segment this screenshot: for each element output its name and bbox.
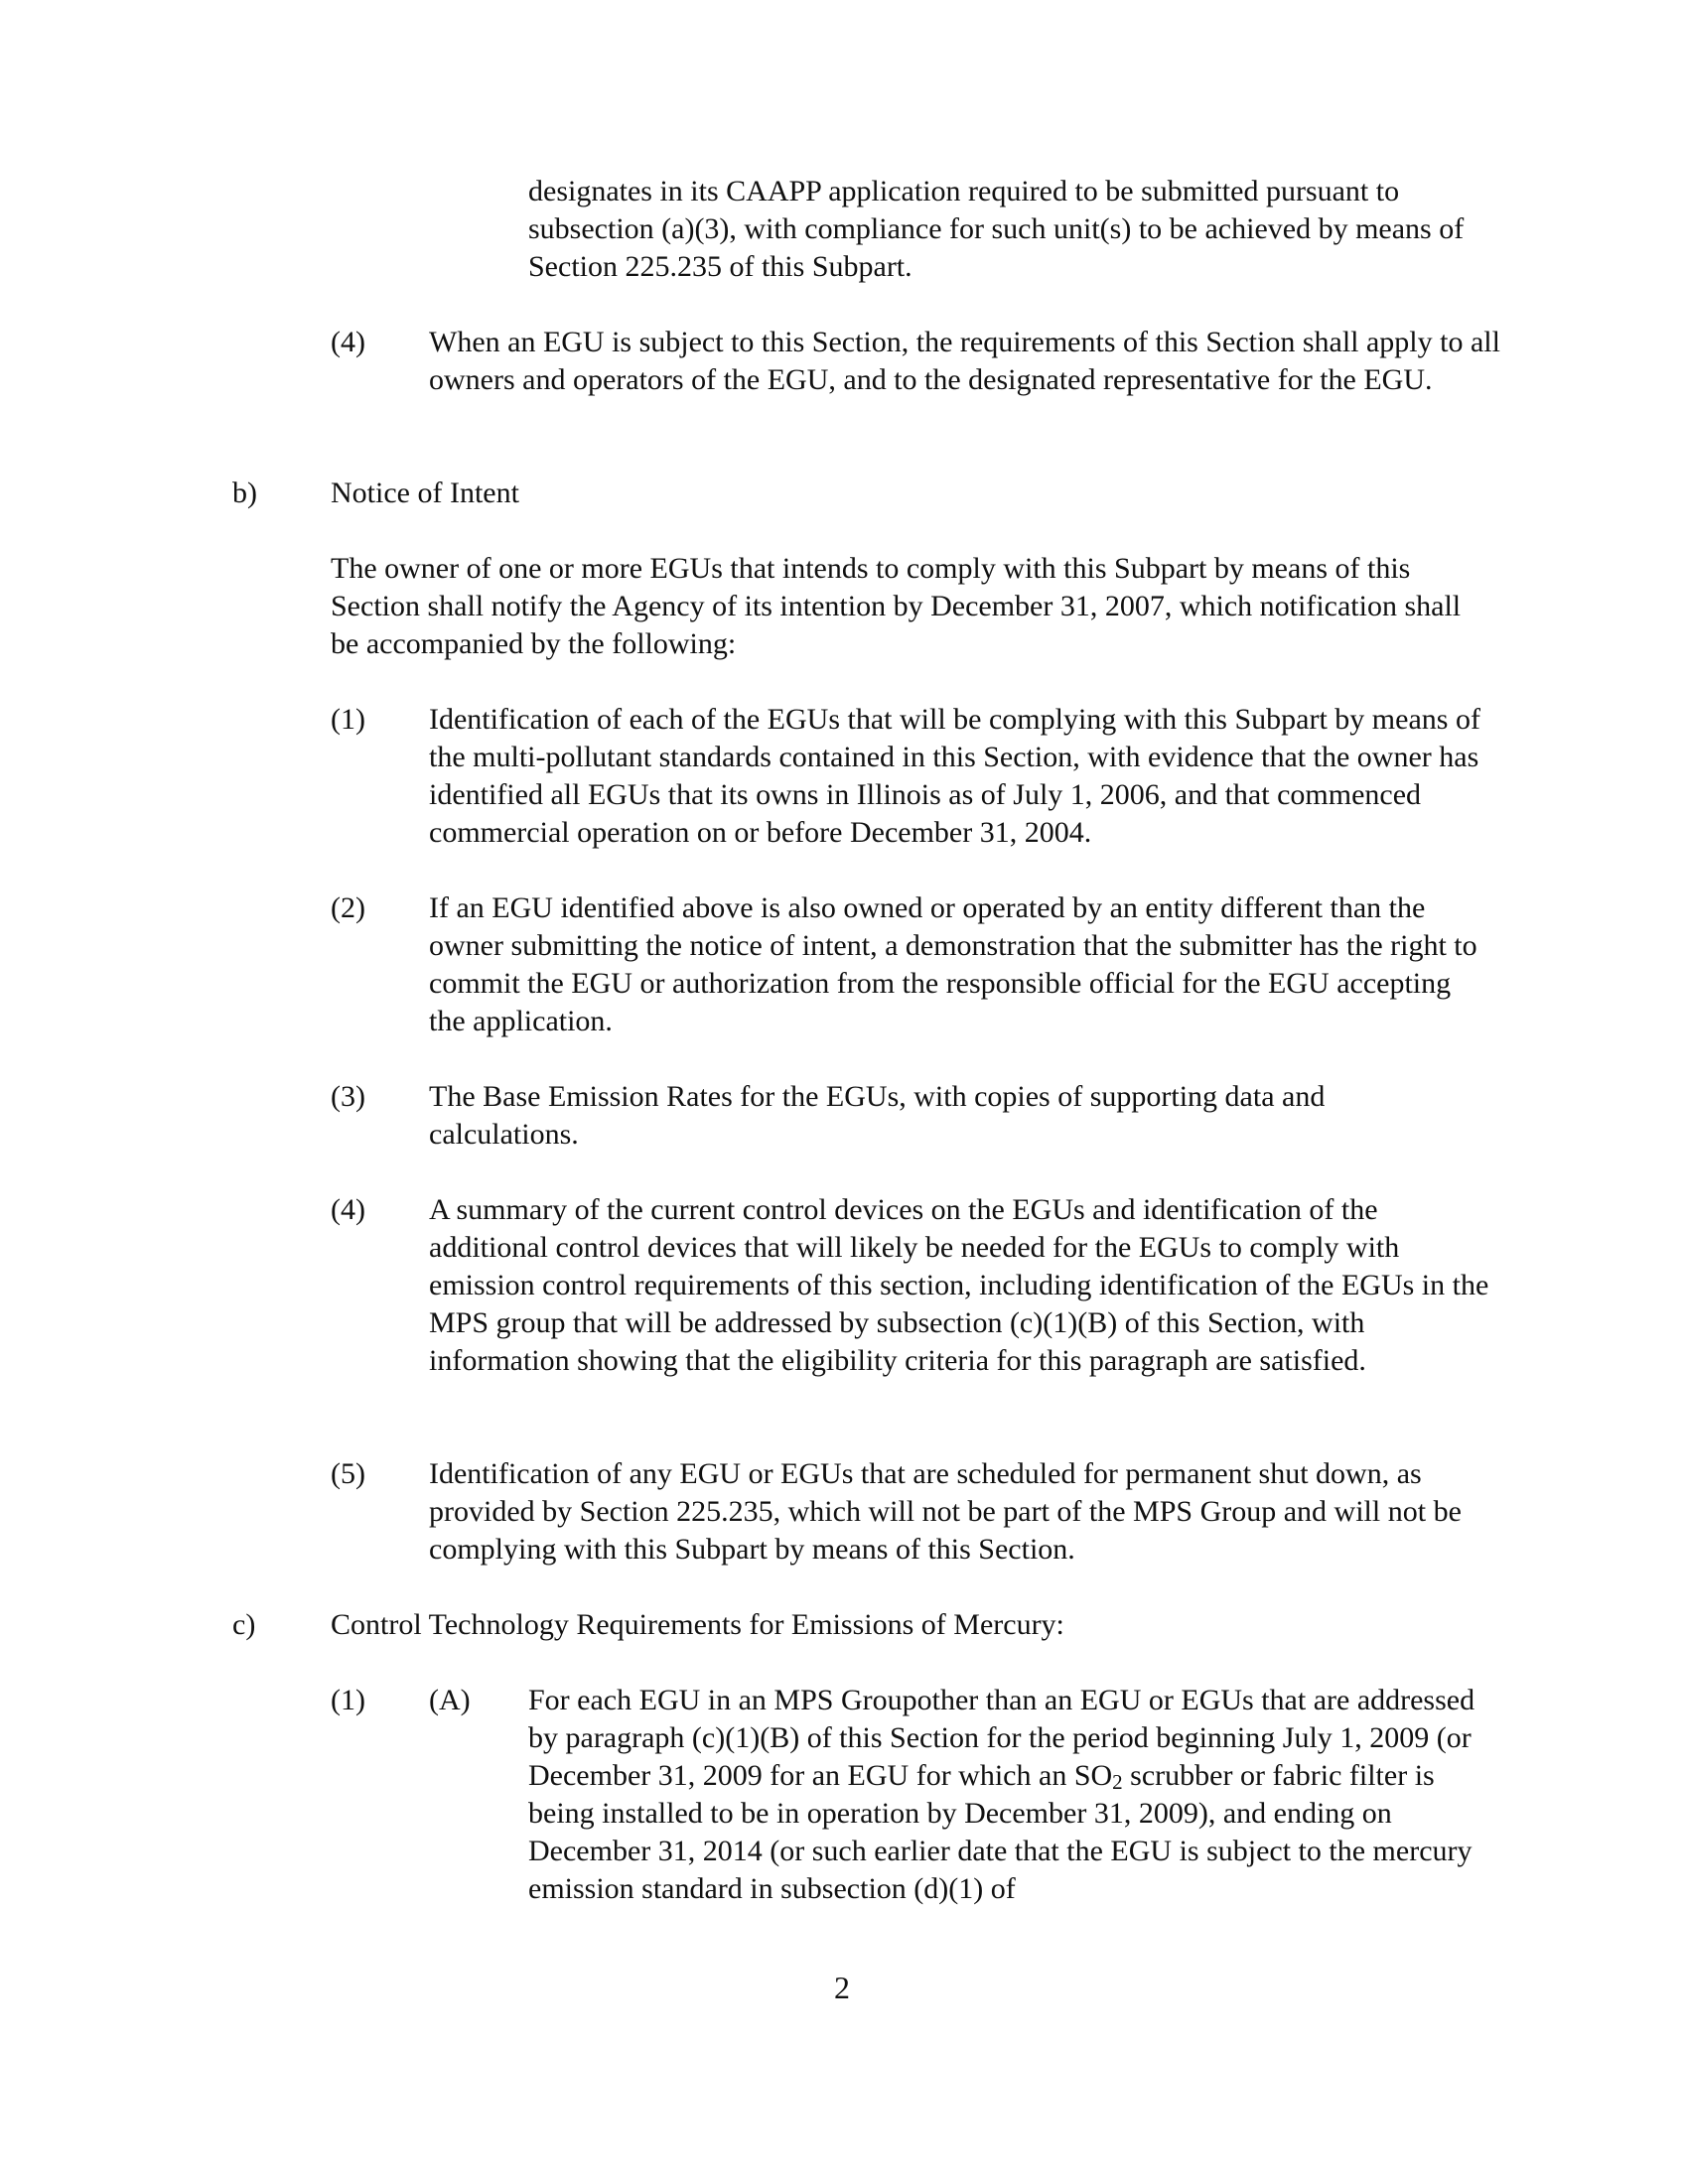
b3-text: The Base Emission Rates for the EGUs, with copies of supporting data and calculations. — [429, 1080, 1326, 1151]
section-b-heading: Notice of Intent — [331, 477, 519, 509]
c1-subA-text-after: scrubber or fabric filter is being installed to be in operation by December 31, 2009), and ending on December 31, 2014 (or such earlier date that the EGU is subject to the mercury emission standard in subsection (d)(1) of — [528, 1759, 1473, 1905]
b4-label: (4) — [331, 1193, 365, 1226]
a4-label: (4) — [331, 326, 365, 358]
section-c-label: c) — [232, 1608, 256, 1641]
section-b-intro: The owner of one or more EGUs that intends to comply with this Subpart by means of this Section shall notify the Agency of its intention by December 31, 2007, which notification shall be accompanied by the following: — [331, 552, 1462, 660]
b4-text: A summary of the current control devices on the EGUs and identification of the additional control devices that will likely be needed for the EGUs to comply with emission control requirements of this section, including identification of the EGUs in the MPS group that will be addressed by subsection (c)(1)(B) of this Section, with information showing that the eligibility criteria for this paragraph are satisfied. — [429, 1193, 1489, 1377]
b1-label: (1) — [331, 703, 365, 736]
a4-text: When an EGU is subject to this Section, the requirements of this Section shall apply to all owners and operators of the EGU, and to the designated representative for the EGU. — [429, 326, 1500, 396]
section-b-label: b) — [232, 477, 257, 509]
b5-label: (5) — [331, 1457, 365, 1490]
b2-text: If an EGU identified above is also owned or operated by an entity different than the owner submitting the notice of intent, a demonstration that the submitter has the right to commit the EGU or authorization from the responsible official for the EGU accepting the application. — [429, 891, 1477, 1037]
b1-text: Identification of each of the EGUs that will be complying with this Subpart by means of the multi-pollutant standards contained in this Section, with evidence that the owner has identified all EGUs that its owns in Illinois as of July 1, 2006, and that commenced commercial operation on or before December 31, 2004. — [429, 703, 1480, 849]
b5-text: Identification of any EGU or EGUs that are scheduled for permanent shut down, as provided by Section 225.235, which will not be part of the MPS Group and will not be complying with this Subpart by means of this Section. — [429, 1457, 1462, 1566]
c1-subA-text-before: For each EGU in an MPS Groupother than an EGU or EGUs that are addressed by paragraph (c)(1)(B) of this Section for the period beginning July 1, 2009 (or December 31, 2009 for an EGU for which an SO — [528, 1684, 1475, 1792]
page-number: 2 — [834, 1970, 850, 2005]
c1-subA-text — [528, 1682, 1506, 1908]
c1-subA-label: (A) — [429, 1684, 471, 1716]
section-c-heading: Control Technology Requirements for Emissions of Mercury: — [331, 1608, 1064, 1641]
continuation-paragraph: designates in its CAAPP application required to be submitted pursuant to subsection (a)(3), with compliance for such unit(s) to be achieved by means of Section 225.235 of this Subpart. — [528, 175, 1465, 283]
so2-subscript: 2 — [1112, 1770, 1123, 1794]
b2-label: (2) — [331, 891, 365, 924]
c1-label: (1) — [331, 1684, 365, 1716]
b3-label: (3) — [331, 1080, 365, 1113]
